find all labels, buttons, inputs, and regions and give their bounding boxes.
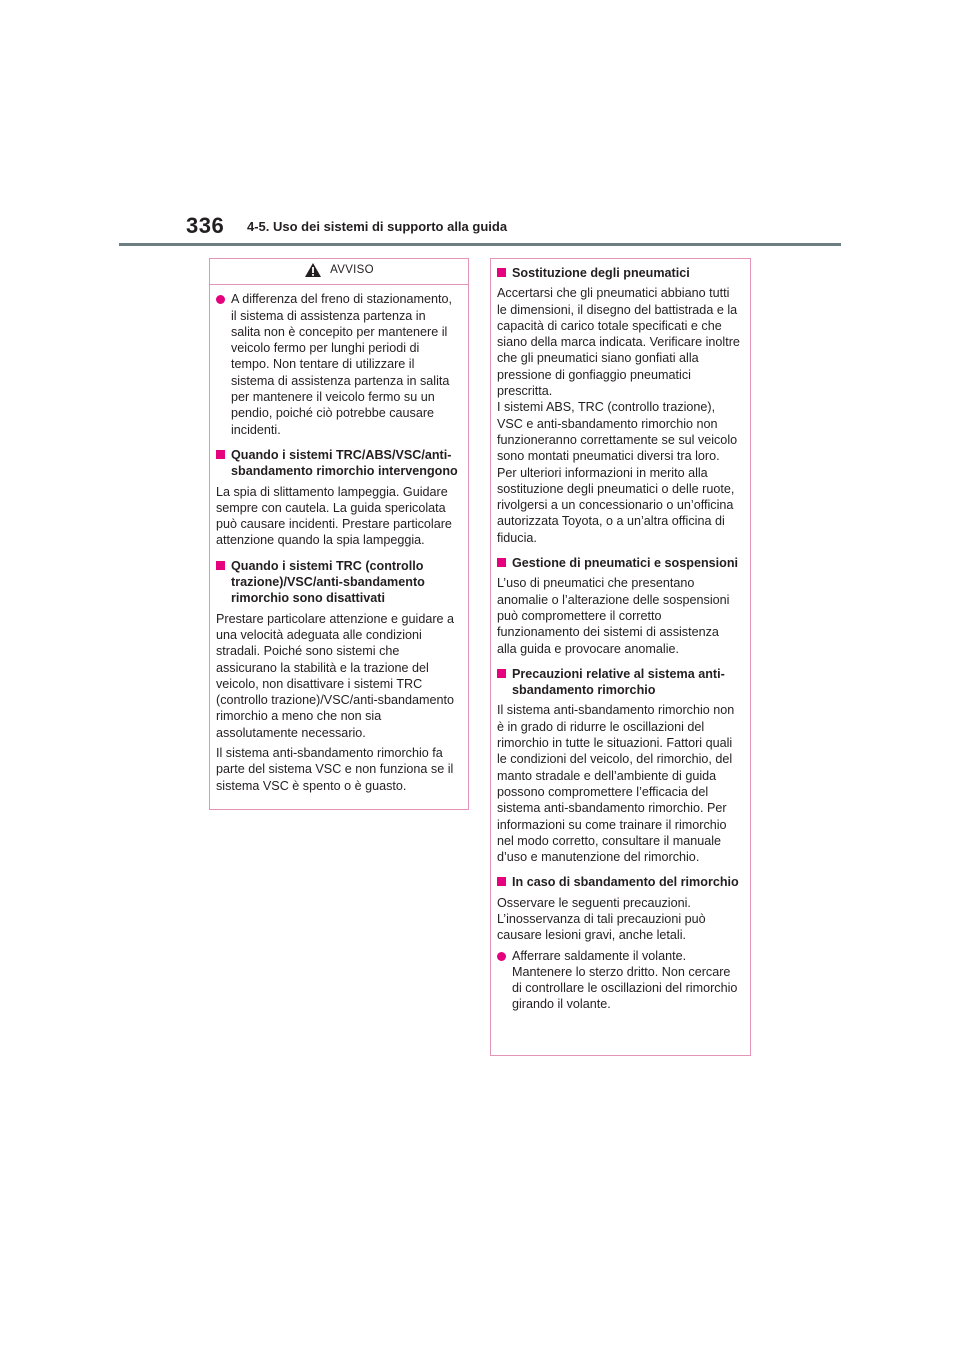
- paragraph-text: Il sistema anti-sbandamento rimorchio non è in grado di ridurre le oscillazioni del rimorchio in tutte le situazioni. Fattori quali le condizioni del veicolo, del rimorchio, del manto stradale e dell’ambiente di guida possono compromettere l’efficacia del sistema anti-sbandamento rimorchio. Per informazioni su come trainare il rimorchio nel modo corretto, consultare il manuale d’uso e manutenzione del rimorchio.: [497, 703, 735, 865]
- paragraph: [497, 575, 740, 656]
- warning-bullet: [216, 291, 458, 438]
- heading-text: Sostituzione degli pneumatici: [512, 266, 690, 280]
- square-marker-icon: [216, 561, 225, 570]
- warning-box: [209, 258, 469, 810]
- heading-trailer-sway: [497, 874, 740, 890]
- paragraph: [216, 611, 458, 741]
- square-marker-icon: [497, 558, 506, 567]
- heading-trc-disabled: [216, 558, 458, 607]
- heading-tires-suspension: [497, 555, 740, 571]
- paragraph-text: Il sistema anti-sbandamento rimorchio fa parte del sistema VSC e non funziona se il sistema VSC è spento o è guasto.: [216, 746, 454, 793]
- warning-title: AVVISO: [330, 264, 374, 276]
- paragraph-text: L’uso di pneumatici che presentano anomalie o l’alterazione delle sospensioni può compromettere il corretto funzionamento dei sistemi di assistenza alla guida e provocare anomalie.: [497, 576, 730, 656]
- heading-text: Gestione di pneumatici e sospensioni: [512, 556, 739, 571]
- header-rule: [119, 243, 841, 246]
- heading-text: Quando i sistemi TRC (controllo trazione)/VSC/anti-sbandamento rimorchio sono disattivati: [231, 558, 425, 606]
- paragraph-text: Per ulteriori informazioni in merito alla sostituzione degli pneumatici o delle ruote, rivolgersi a un concessionario o un’officina autorizzata Toyota, o a un’altra officina di fiducia.: [497, 465, 735, 545]
- square-marker-icon: [497, 669, 506, 678]
- info-box: [490, 258, 751, 1056]
- section-title: 4-5. Uso dei sistemi di supporto alla guida: [247, 219, 508, 234]
- paragraph-text: Accertarsi che gli pneumatici abbiano tutti le dimensioni, il disegno del battistrada e la capacità di carico totale specificati e che siano della marca indicata. Verificare inoltre che gli pneumatici siano gonfiati alla pressione di gonfiaggio pneumatici prescritta.: [497, 286, 740, 399]
- info-bullet-text: Afferrare saldamente il volante. Mantenere lo sterzo dritto. Non cercare di controllare le oscillazioni del rimorchio girando il volante.: [512, 948, 738, 1012]
- square-marker-icon: [497, 877, 506, 886]
- warning-bullet-text: A differenza del freno di stazionamento, il sistema di assistenza partenza in salita non è concepito per mantenere il veicolo fermo per lunghi periodi di tempo. Non tentare di utilizzare il sistema di assistenza partenza in salita per mantenere il veicolo fermo su un pendio, poiché ciò potrebbe causare incidenti.: [231, 292, 452, 437]
- paragraph-text: Prestare particolare attenzione e guidare a una velocità adeguata alle condizioni stradali. Poiché sono sistemi che assicurano la stabilità e la trazione del veicolo, non disattivare i sistemi TRC (controllo trazione)/VSC/anti-sbandamento rimorchio a meno che non sia assolutamente necessario.: [216, 611, 455, 740]
- warning-triangle-icon: [304, 262, 322, 278]
- bullet-dot-icon: [497, 952, 506, 961]
- info-bullet: [497, 948, 740, 1013]
- paragraph: [497, 702, 740, 865]
- bullet-dot-icon: [216, 295, 225, 304]
- paragraph: [216, 484, 458, 549]
- heading-text: Quando i sistemi TRC/ABS/VSC/anti-sbandamento rimorchio intervengono: [231, 447, 458, 479]
- heading-tire-replacement: [497, 265, 740, 281]
- paragraph-text: I sistemi ABS, TRC (controllo trazione), VSC e anti-sbandamento rimorchio non funzioneranno correttamente se sul veicolo sono montati pneumatici diversi tra loro.: [497, 400, 738, 464]
- paragraph: [216, 745, 458, 794]
- heading-text: In caso di sbandamento del rimorchio: [512, 875, 739, 890]
- paragraph: [497, 285, 740, 546]
- warning-header: [210, 259, 468, 285]
- heading-trc-abs-vsc: [216, 447, 458, 480]
- square-marker-icon: [216, 450, 225, 459]
- paragraph-text: Osservare le seguenti precauzioni. L’inosservanza di tali precauzioni può causare lesioni gravi, anche letali.: [497, 895, 706, 943]
- heading-trailer-sway-precautions: [497, 666, 740, 699]
- page-number: 336: [186, 213, 225, 238]
- heading-text: Precauzioni relative al sistema anti-sbandamento rimorchio: [512, 666, 725, 698]
- square-marker-icon: [497, 268, 506, 277]
- paragraph-text: La spia di slittamento lampeggia. Guidare sempre con cautela. La guida spericolata può causare incidenti. Prestare particolare attenzione quando la spia lampeggia.: [216, 484, 452, 548]
- paragraph: [497, 895, 740, 944]
